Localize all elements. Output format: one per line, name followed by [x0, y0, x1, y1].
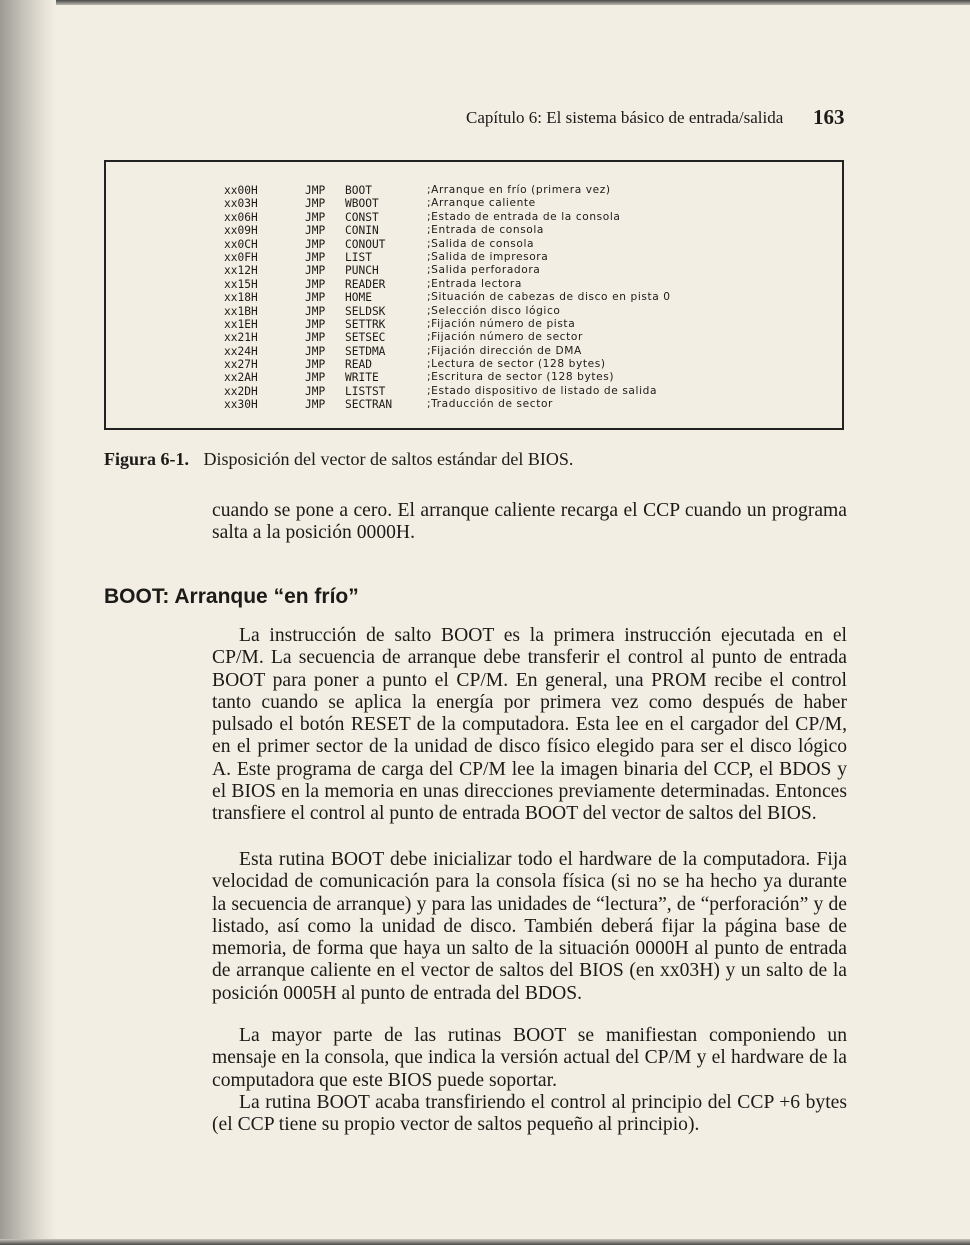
- listing-target: SETSEC: [345, 331, 386, 345]
- listing-target: CONIN: [345, 224, 379, 238]
- listing-address: xx0CH: [224, 237, 258, 251]
- listing-comment: ;Escritura de sector (128 bytes): [427, 371, 615, 384]
- figure-caption: [104, 449, 573, 470]
- body-paragraph-1: La instrucción de salto BOOT es la primera instrucción ejecutada en el CP/M. La secuencia de arranque debe transferir el control al punto de entrada BOOT para poner a punto el CP/M. En general, una PROM recibe el control tanto cuando se aplica la energía por primera vez como después de haber pulsado el botón RESET de la computadora. Esta lee en el cargador del CP/M, en el primer sector de la unidad de disco físico elegido para ser el disco lógico A. Este programa de carga del CP/M lee la imagen binaria del CCP, el BDOS y el BIOS en la memoria en unas direcciones previamente determinadas. Entonces transfiere el control al punto de entrada BOOT del vector de saltos del BIOS.: [212, 625, 847, 825]
- listing-comment: ;Lectura de sector (128 bytes): [427, 358, 606, 371]
- listing-comment: ;Estado dispositivo de listado de salida: [427, 384, 658, 397]
- listing-opcode: JMP: [305, 277, 326, 291]
- listing-opcode: JMP: [305, 358, 326, 372]
- listing-target: READER: [345, 277, 386, 291]
- listing-comment: ;Salida de consola: [427, 237, 535, 250]
- listing-target: PUNCH: [345, 264, 379, 278]
- listing-comment: ;Situación de cabezas de disco en pista 0: [427, 291, 671, 304]
- book-gutter-shadow: [0, 0, 56, 1245]
- listing-opcode: JMP: [305, 317, 326, 331]
- listing-address: xx24H: [224, 344, 258, 358]
- listing-target: LIST: [345, 250, 372, 264]
- listing-address: xx2DH: [224, 384, 258, 398]
- listing-comment: ;Fijación dirección de DMA: [427, 344, 582, 357]
- listing-address: xx2AH: [224, 371, 258, 385]
- listing-comment: ;Traducción de sector: [427, 398, 553, 411]
- body-paragraph-4: La rutina BOOT acaba transfiriendo el control al principio del CCP +6 bytes (el CCP tiene su propio vector de saltos pequeño al principio).: [212, 1092, 847, 1136]
- listing-address: xx09H: [224, 224, 258, 238]
- listing-comment: ;Arranque caliente: [427, 197, 536, 210]
- listing-comment: ;Entrada lectora: [427, 277, 522, 290]
- listing-comment: ;Arranque en frío (primera vez): [427, 184, 611, 196]
- listing-opcode: JMP: [305, 197, 326, 211]
- listing-comment: ;Fijación número de sector: [427, 331, 583, 344]
- listing-comment: ;Fijación número de pista: [427, 317, 576, 330]
- listing-opcode: JMP: [305, 331, 326, 345]
- running-head: [466, 105, 856, 129]
- listing-opcode: JMP: [305, 264, 326, 278]
- listing-opcode: JMP: [305, 250, 326, 264]
- listing-opcode: JMP: [305, 184, 326, 197]
- listing-target: SETDMA: [345, 344, 386, 358]
- listing-address: xx1EH: [224, 317, 258, 331]
- listing-opcode: JMP: [305, 237, 326, 251]
- section-heading: BOOT: Arranque “en frío”: [104, 585, 359, 608]
- listing-address: xx15H: [224, 277, 258, 291]
- listing-address: xx27H: [224, 358, 258, 372]
- listing-address: xx12H: [224, 264, 258, 278]
- listing-target: CONST: [345, 210, 379, 224]
- listing-opcode: JMP: [305, 371, 326, 385]
- listing-comment: ;Estado de entrada de la consola: [427, 210, 621, 223]
- figure-caption-label: Figura 6-1.: [104, 449, 189, 469]
- listing-opcode: JMP: [305, 304, 326, 318]
- page-top-edge: [0, 0, 970, 5]
- listing-comment: ;Entrada de consola: [427, 224, 545, 237]
- listing-target: WRITE: [345, 371, 379, 385]
- listing-address: xx03H: [224, 197, 258, 211]
- listing-target: CONOUT: [345, 237, 386, 251]
- listing-address: xx21H: [224, 331, 258, 345]
- body-paragraph-2: Esta rutina BOOT debe inicializar todo el hardware de la computadora. Fija velocidad de comunicación para la consola física (si no se ha hecho ya durante la secuencia de arranque) y para las unidades de “lectura”, de “perforación” y de listado, así como la unidad de disco. También deberá fijar la página base de memoria, de forma que haya un salto de la situación 0000H al punto de entrada de arranque caliente en el vector de saltos del BIOS (en xx03H) y un salto de la posición 0005H al punto de entrada del BDOS.: [212, 849, 847, 1004]
- listing-opcode: JMP: [305, 224, 326, 238]
- listing-address: xx1BH: [224, 304, 258, 318]
- listing-target: LISTST: [345, 384, 386, 398]
- figure-caption-text: Disposición del vector de saltos estándar del BIOS.: [203, 449, 574, 469]
- listing-address: xx00H: [224, 184, 258, 197]
- listing-target: HOME: [345, 291, 372, 305]
- listing-comment: ;Salida de impresora: [427, 250, 549, 263]
- listing-opcode: JMP: [305, 384, 326, 398]
- listing-target: SECTRAN: [345, 398, 393, 412]
- listing-opcode: JMP: [305, 344, 326, 358]
- listing-comment: ;Selección disco lógico: [427, 304, 561, 317]
- listing-opcode: JMP: [305, 210, 326, 224]
- listing-target: BOOT: [345, 184, 372, 197]
- body-paragraph-3: La mayor parte de las rutinas BOOT se manifiestan componiendo un mensaje en la consola, que indica la versión actual del CP/M y el hardware de la computadora que este BIOS puede soportar.: [212, 1025, 847, 1091]
- page-number: 163: [813, 105, 845, 129]
- intro-paragraph: cuando se pone a cero. El arranque caliente recarga el CCP cuando un programa salta a la posición 0000H.: [212, 500, 847, 544]
- listing-address: xx0FH: [224, 250, 258, 264]
- running-head-chapter: Capítulo 6: El sistema básico de entrada/salida: [466, 108, 784, 127]
- listing-address: xx06H: [224, 210, 258, 224]
- listing-target: SELDSK: [345, 304, 386, 318]
- listing-target: READ: [345, 358, 372, 372]
- listing-target: WBOOT: [345, 197, 379, 211]
- listing-address: xx30H: [224, 398, 258, 412]
- page-bottom-edge: [0, 1239, 970, 1245]
- figure-6-1-box: [104, 160, 844, 430]
- listing-opcode: JMP: [305, 291, 326, 305]
- listing-comment: ;Salida perforadora: [427, 264, 541, 277]
- listing-target: SETTRK: [345, 317, 386, 331]
- listing-address: xx18H: [224, 291, 258, 305]
- listing-opcode: JMP: [305, 398, 326, 412]
